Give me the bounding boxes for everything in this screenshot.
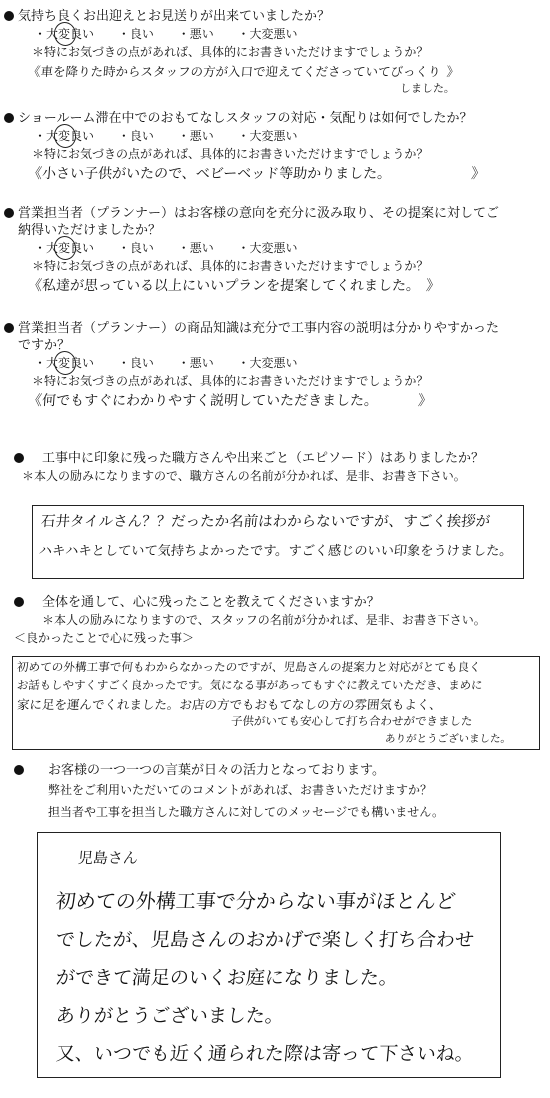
option-bad: ・悪い <box>177 129 214 143</box>
question-7-answer-line: 初めての外構工事で分からない事がほとんど <box>54 889 457 913</box>
question-6-answer-line: 初めての外構工事で何もわからなかったのですが、児島さんの提案力と対応がとても良く <box>16 660 482 674</box>
question-7-answer-line: 又、いつでも近く通られた際は寄って下さいね。 <box>54 1043 475 1065</box>
option-good: ・良い <box>117 129 154 143</box>
question-3-options <box>0 239 550 257</box>
question-7-answer-box <box>37 832 501 1078</box>
detail-prompt: ＊特にお気づきの点があれば、具体的にお書きいただけますでしょうか？ <box>32 45 429 59</box>
bullet-icon <box>14 765 24 775</box>
question-4 <box>0 320 550 412</box>
question-6-label: ＜良かったことで心に残った事＞ <box>14 631 195 645</box>
bullet-icon <box>4 113 14 123</box>
option-very-good-circled: ・大変良い <box>34 27 95 41</box>
question-6 <box>0 594 550 647</box>
question-7-answer-line: でしたが、児島さんのおかげで楽しく打ち合わせ <box>54 929 475 951</box>
question-2 <box>0 110 550 185</box>
question-7-text: お客様の一つ一つの言葉が日々の活力となっております。 <box>0 762 550 779</box>
detail-prompt: ＊特にお気づきの点があれば、具体的にお書きいただけますでしょうか？ <box>32 147 429 161</box>
option-good: ・良い <box>117 27 154 41</box>
question-7-line3: 担当者や工事を担当した職方さんに対してのメッセージでも構いません。 <box>48 805 445 819</box>
question-5-text: 工事中に印象に残った職方さんや出来ごと（エピソード）はありましたか？ <box>0 450 550 467</box>
question-1 <box>0 8 550 95</box>
question-7-line2: 弊社をご利用いただいてのコメントがあれば、お書きいただけますか？ <box>48 783 433 797</box>
question-4-options <box>0 354 550 372</box>
bullet-icon <box>4 208 14 218</box>
question-4-answer: 《何でもすぐにわかりやすく説明していただきました。 》 <box>27 393 433 409</box>
question-4-text: 営業担当者（プランナー）の商品知識は充分で工事内容の説明は分かりやすかった ですか？ <box>0 320 550 354</box>
question-1-text: 気持ち良くお出迎えとお見送りが出来ていましたか？ <box>0 8 550 25</box>
question-2-options <box>0 127 550 145</box>
option-very-bad: ・大変悪い <box>237 27 298 41</box>
bullet-icon <box>14 597 24 607</box>
question-2-text: ショールーム滞在中でのおもてなしスタッフの対応・気配りは如何でしたか？ <box>0 110 550 127</box>
question-1-answer: 《車を降りた時からスタッフの方が入口で迎えてくださっていてびっくり 》 <box>27 64 460 79</box>
option-good: ・良い <box>117 356 154 370</box>
question-5-answer-box <box>32 505 524 579</box>
question-7-answer-name: 児島さん <box>77 849 139 867</box>
option-very-bad: ・大変悪い <box>237 356 298 370</box>
option-very-good-circled: ・大変良い <box>34 129 95 143</box>
question-5 <box>0 450 550 485</box>
question-5-answer-line: ハキハキとしていて気持ちよかったです。すごく感じのいい印象をうけました。 <box>38 544 514 559</box>
option-good: ・良い <box>117 241 154 255</box>
question-3-answer: 《私達が思っている以上にいいプランを提案してくれました。 》 <box>27 278 441 294</box>
question-7 <box>0 762 550 823</box>
option-very-bad: ・大変悪い <box>237 129 298 143</box>
question-7-answer-line: ができて満足のいくお庭になりました。 <box>54 967 399 989</box>
question-3 <box>0 205 550 297</box>
question-6-answer-line: 家に足を運んでくれました。お店の方でもおもてなしの方の雰囲気もよく、 <box>16 697 443 712</box>
option-bad: ・悪い <box>177 356 214 370</box>
question-6-answer-line: お話もしやすくすごく良かったです。気になる事があってもすぐに教えていただき、まめに <box>16 678 484 692</box>
option-very-good-circled: ・大変良い <box>34 356 95 370</box>
detail-prompt: ＊特にお気づきの点があれば、具体的にお書きいただけますでしょうか？ <box>32 259 429 273</box>
question-6-answer-box <box>12 656 540 750</box>
question-1-options <box>0 25 550 43</box>
question-5-sub: ＊本人の励みになりますので、職方さんの名前が分かれば、是非、お書き下さい。 <box>22 469 466 483</box>
option-bad: ・悪い <box>177 27 214 41</box>
question-7-answer-line: ありがとうございました。 <box>54 1005 285 1027</box>
question-6-answer-line: ありがとうございました。 <box>384 733 512 745</box>
option-very-good-circled: ・大変良い <box>34 241 95 255</box>
question-6-text: 全体を通して、心に残ったことを教えてくださいますか？ <box>0 594 550 611</box>
detail-prompt: ＊特にお気づきの点があれば、具体的にお書きいただけますでしょうか？ <box>32 374 429 388</box>
option-bad: ・悪い <box>177 241 214 255</box>
question-3-text: 営業担当者（プランナー）はお客様の意向を充分に汲み取り、その提案に対してご 納得いただけましたか？ <box>0 205 550 239</box>
question-5-answer-line: 石井タイルさん？？だったか名前はわからないですが、すごく挨拶が <box>40 514 491 530</box>
bullet-icon <box>4 11 14 21</box>
question-6-answer-line: 子供がいても安心して打ち合わせができました <box>230 714 474 728</box>
question-2-answer: 《小さい子供がいたので、ベビーベッド等助かりました。 》 <box>27 166 486 182</box>
question-1-answer-cont: しました。 <box>399 82 456 95</box>
bullet-icon <box>4 323 14 333</box>
option-very-bad: ・大変悪い <box>237 241 298 255</box>
bullet-icon <box>14 453 24 463</box>
question-6-sub: ＊本人の励みになりますので、スタッフの名前が分かれば、是非、お書き下さい。 <box>42 613 486 627</box>
